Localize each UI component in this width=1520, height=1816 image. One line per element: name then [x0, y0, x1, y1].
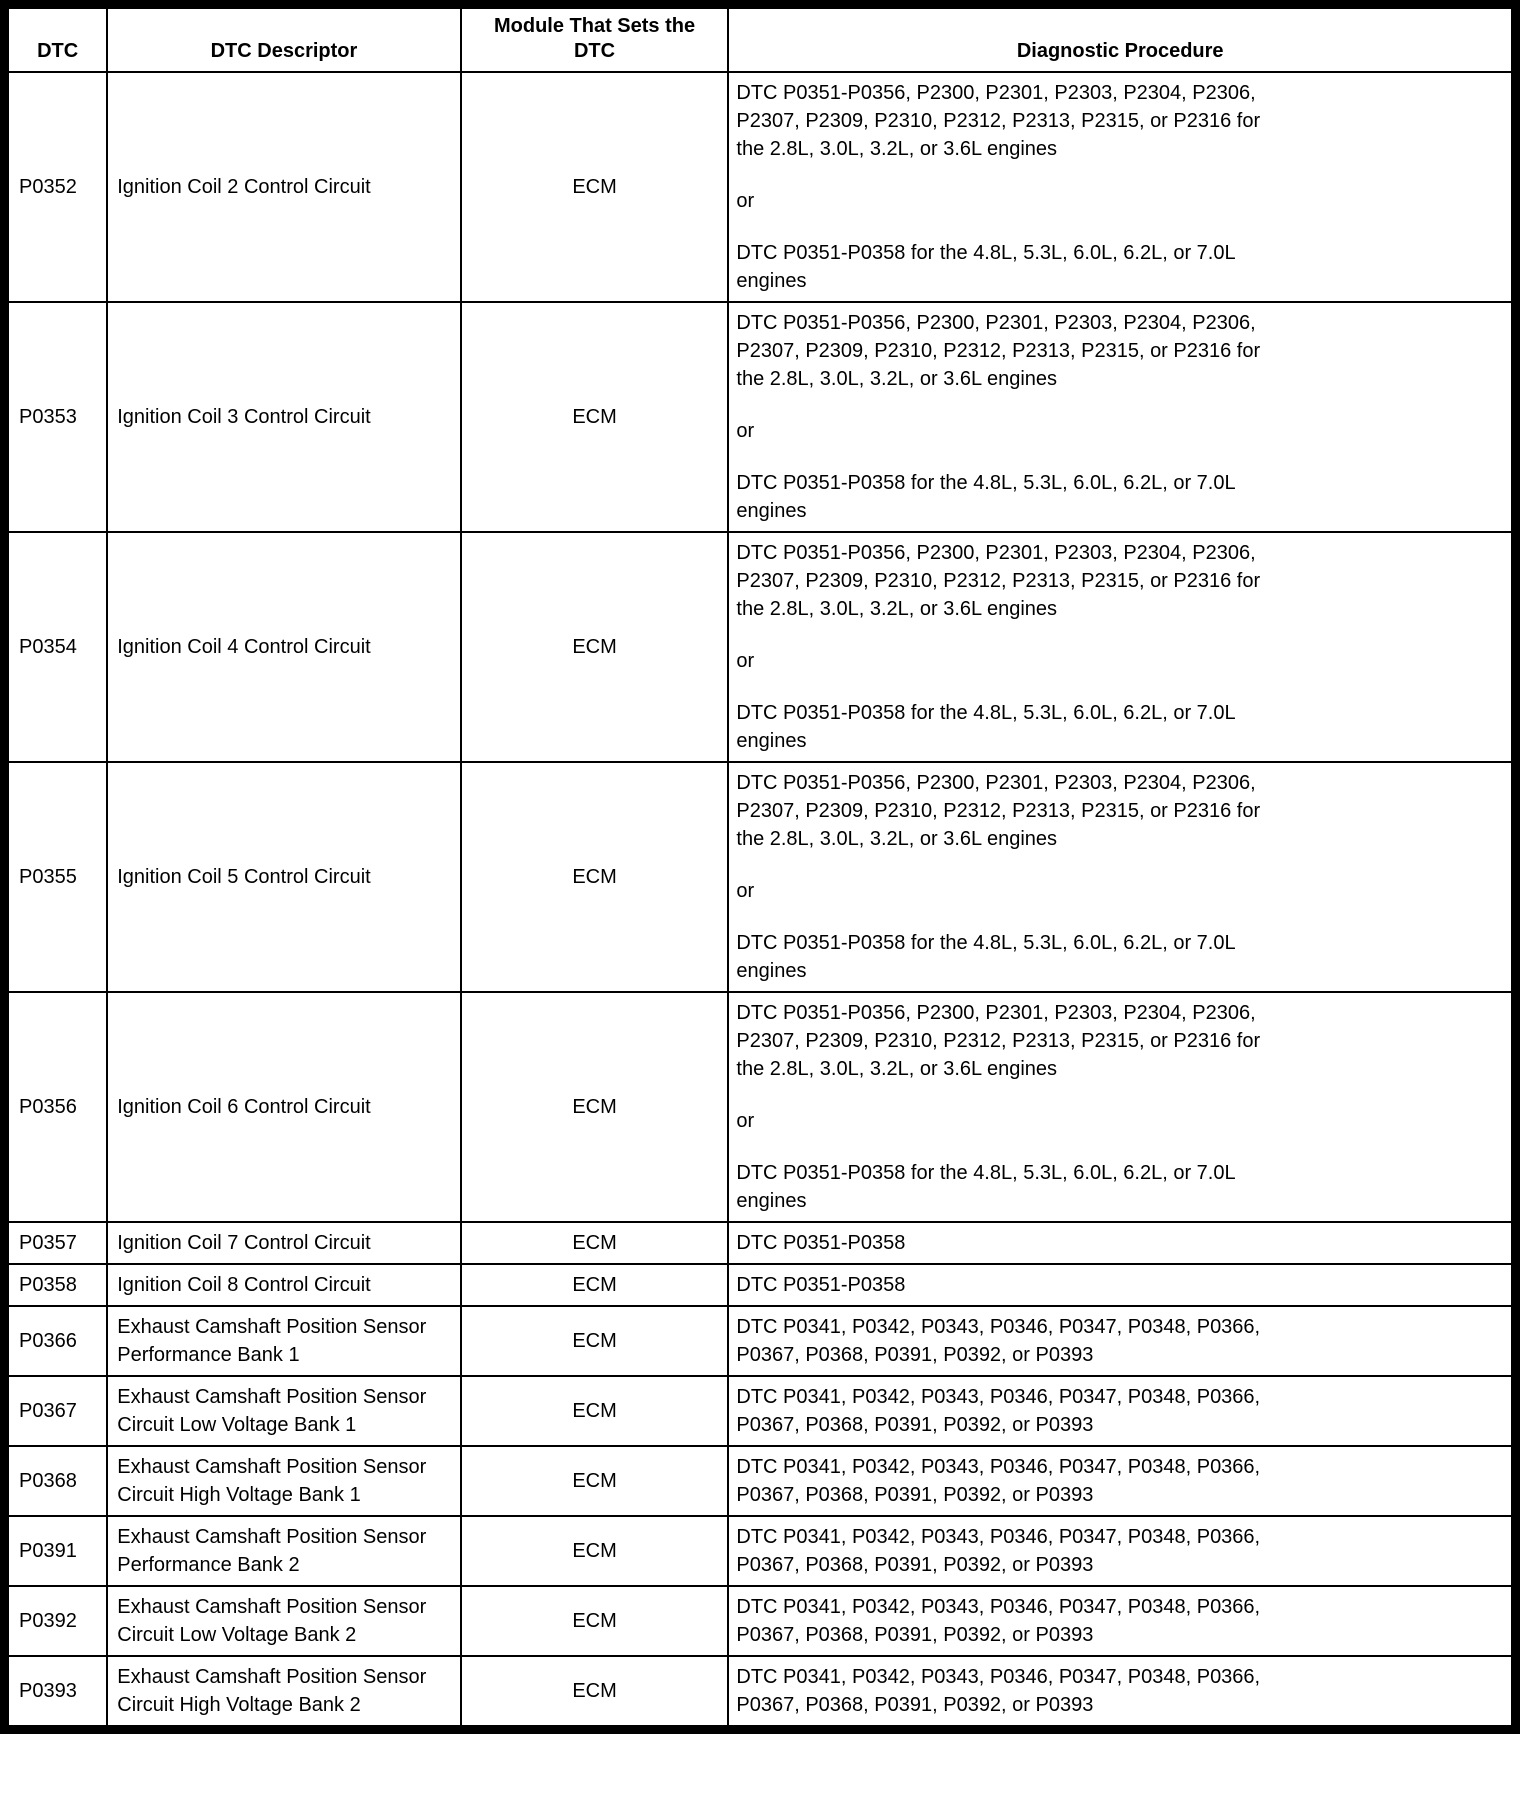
cell-module: ECM: [461, 762, 729, 992]
procedure-paragraph: DTC P0351-P0356, P2300, P2301, P2303, P2304, P2306, P2307, P2309, P2310, P2312, P2313, P2315, or P2316 for the 2.8L, 3.0L, 3.2L, or 3.6L engines: [736, 542, 1261, 620]
table-row: [8, 1222, 1512, 1264]
table-row: [8, 1306, 1512, 1376]
procedure-paragraph: DTC P0341, P0342, P0343, P0346, P0347, P0348, P0366, P0367, P0368, P0391, P0392, or P0393: [736, 1456, 1261, 1506]
cell-diagnostic-procedure: [728, 1264, 1512, 1306]
cell-diagnostic-procedure: [728, 1446, 1512, 1516]
table-row: [8, 1656, 1512, 1726]
cell-module: ECM: [461, 1656, 729, 1726]
procedure-paragraph: or: [736, 650, 755, 672]
cell-diagnostic-procedure: [728, 1222, 1512, 1264]
cell-module: ECM: [461, 1222, 729, 1264]
procedure-paragraph: DTC P0341, P0342, P0343, P0346, P0347, P0348, P0366, P0367, P0368, P0391, P0392, or P0393: [736, 1316, 1261, 1366]
cell-dtc-code: P0366: [8, 1306, 107, 1376]
column-header-module: Module That Sets the DTC: [461, 8, 729, 72]
table-row: [8, 1516, 1512, 1586]
cell-dtc-code: P0368: [8, 1446, 107, 1516]
cell-dtc-descriptor: Ignition Coil 5 Control Circuit: [107, 762, 460, 992]
cell-diagnostic-procedure: [728, 1376, 1512, 1446]
cell-module: ECM: [461, 1586, 729, 1656]
cell-dtc-descriptor: Ignition Coil 3 Control Circuit: [107, 302, 460, 532]
cell-module: ECM: [461, 1306, 729, 1376]
cell-dtc-code: P0355: [8, 762, 107, 992]
table-row: [8, 532, 1512, 762]
table-row: [8, 1264, 1512, 1306]
procedure-paragraph: or: [736, 1110, 755, 1132]
cell-module: ECM: [461, 1264, 729, 1306]
cell-dtc-descriptor: Ignition Coil 6 Control Circuit: [107, 992, 460, 1222]
cell-dtc-descriptor: Exhaust Camshaft Position Sensor Performance Bank 1: [107, 1306, 460, 1376]
cell-dtc-code: P0352: [8, 72, 107, 302]
procedure-paragraph: or: [736, 190, 755, 212]
dtc-table: [7, 7, 1513, 1727]
column-header-dtc: DTC: [8, 8, 107, 72]
cell-module: ECM: [461, 1376, 729, 1446]
column-header-procedure: Diagnostic Procedure: [728, 8, 1512, 72]
cell-dtc-code: P0353: [8, 302, 107, 532]
table-row: [8, 302, 1512, 532]
procedure-paragraph: DTC P0341, P0342, P0343, P0346, P0347, P0348, P0366, P0367, P0368, P0391, P0392, or P0393: [736, 1666, 1261, 1716]
cell-module: ECM: [461, 992, 729, 1222]
cell-diagnostic-procedure: [728, 1306, 1512, 1376]
table-row: [8, 1586, 1512, 1656]
cell-dtc-code: P0356: [8, 992, 107, 1222]
cell-dtc-descriptor: Exhaust Camshaft Position Sensor Circuit Low Voltage Bank 2: [107, 1586, 460, 1656]
procedure-paragraph: DTC P0351-P0356, P2300, P2301, P2303, P2304, P2306, P2307, P2309, P2310, P2312, P2313, P2315, or P2316 for the 2.8L, 3.0L, 3.2L, or 3.6L engines: [736, 1002, 1261, 1080]
header-row: [8, 8, 1512, 72]
column-header-descriptor: DTC Descriptor: [107, 8, 460, 72]
cell-dtc-code: P0391: [8, 1516, 107, 1586]
procedure-paragraph: DTC P0351-P0358 for the 4.8L, 5.3L, 6.0L, 6.2L, or 7.0L engines: [736, 932, 1235, 982]
cell-diagnostic-procedure: [728, 1656, 1512, 1726]
cell-dtc-descriptor: Exhaust Camshaft Position Sensor Performance Bank 2: [107, 1516, 460, 1586]
cell-dtc-descriptor: Exhaust Camshaft Position Sensor Circuit High Voltage Bank 2: [107, 1656, 460, 1726]
cell-dtc-descriptor: Ignition Coil 2 Control Circuit: [107, 72, 460, 302]
cell-diagnostic-procedure: [728, 762, 1512, 992]
cell-dtc-descriptor: Ignition Coil 7 Control Circuit: [107, 1222, 460, 1264]
cell-dtc-descriptor: Ignition Coil 8 Control Circuit: [107, 1264, 460, 1306]
cell-diagnostic-procedure: [728, 532, 1512, 762]
cell-diagnostic-procedure: [728, 1516, 1512, 1586]
procedure-paragraph: DTC P0351-P0356, P2300, P2301, P2303, P2304, P2306, P2307, P2309, P2310, P2312, P2313, P2315, or P2316 for the 2.8L, 3.0L, 3.2L, or 3.6L engines: [736, 772, 1261, 850]
cell-dtc-code: P0357: [8, 1222, 107, 1264]
cell-dtc-descriptor: Exhaust Camshaft Position Sensor Circuit High Voltage Bank 1: [107, 1446, 460, 1516]
procedure-paragraph: DTC P0351-P0358 for the 4.8L, 5.3L, 6.0L, 6.2L, or 7.0L engines: [736, 242, 1235, 292]
cell-dtc-code: P0392: [8, 1586, 107, 1656]
procedure-paragraph: DTC P0341, P0342, P0343, P0346, P0347, P0348, P0366, P0367, P0368, P0391, P0392, or P0393: [736, 1526, 1261, 1576]
table-row: [8, 1446, 1512, 1516]
table-row: [8, 1376, 1512, 1446]
procedure-paragraph: or: [736, 880, 755, 902]
table-row: [8, 762, 1512, 992]
cell-dtc-code: P0393: [8, 1656, 107, 1726]
cell-module: ECM: [461, 1446, 729, 1516]
cell-dtc-descriptor: Ignition Coil 4 Control Circuit: [107, 532, 460, 762]
cell-diagnostic-procedure: [728, 72, 1512, 302]
table-body: [8, 72, 1512, 1726]
procedure-paragraph: DTC P0351-P0358: [736, 1274, 906, 1296]
procedure-paragraph: DTC P0351-P0358 for the 4.8L, 5.3L, 6.0L, 6.2L, or 7.0L engines: [736, 702, 1235, 752]
cell-dtc-code: P0358: [8, 1264, 107, 1306]
cell-diagnostic-procedure: [728, 992, 1512, 1222]
cell-module: ECM: [461, 302, 729, 532]
cell-module: ECM: [461, 72, 729, 302]
table-header: [8, 8, 1512, 72]
procedure-paragraph: DTC P0351-P0358: [736, 1232, 906, 1254]
procedure-paragraph: DTC P0341, P0342, P0343, P0346, P0347, P0348, P0366, P0367, P0368, P0391, P0392, or P0393: [736, 1386, 1261, 1436]
table-row: [8, 72, 1512, 302]
procedure-paragraph: DTC P0351-P0356, P2300, P2301, P2303, P2304, P2306, P2307, P2309, P2310, P2312, P2313, P2315, or P2316 for the 2.8L, 3.0L, 3.2L, or 3.6L engines: [736, 82, 1261, 160]
cell-diagnostic-procedure: [728, 302, 1512, 532]
cell-dtc-code: P0354: [8, 532, 107, 762]
procedure-paragraph: DTC P0351-P0358 for the 4.8L, 5.3L, 6.0L, 6.2L, or 7.0L engines: [736, 472, 1235, 522]
procedure-paragraph: DTC P0351-P0356, P2300, P2301, P2303, P2304, P2306, P2307, P2309, P2310, P2312, P2313, P2315, or P2316 for the 2.8L, 3.0L, 3.2L, or 3.6L engines: [736, 312, 1261, 390]
cell-dtc-descriptor: Exhaust Camshaft Position Sensor Circuit Low Voltage Bank 1: [107, 1376, 460, 1446]
table-row: [8, 992, 1512, 1222]
cell-diagnostic-procedure: [728, 1586, 1512, 1656]
procedure-paragraph: or: [736, 420, 755, 442]
cell-module: ECM: [461, 532, 729, 762]
procedure-paragraph: DTC P0351-P0358 for the 4.8L, 5.3L, 6.0L, 6.2L, or 7.0L engines: [736, 1162, 1235, 1212]
cell-module: ECM: [461, 1516, 729, 1586]
cell-dtc-code: P0367: [8, 1376, 107, 1446]
procedure-paragraph: DTC P0341, P0342, P0343, P0346, P0347, P0348, P0366, P0367, P0368, P0391, P0392, or P0393: [736, 1596, 1261, 1646]
